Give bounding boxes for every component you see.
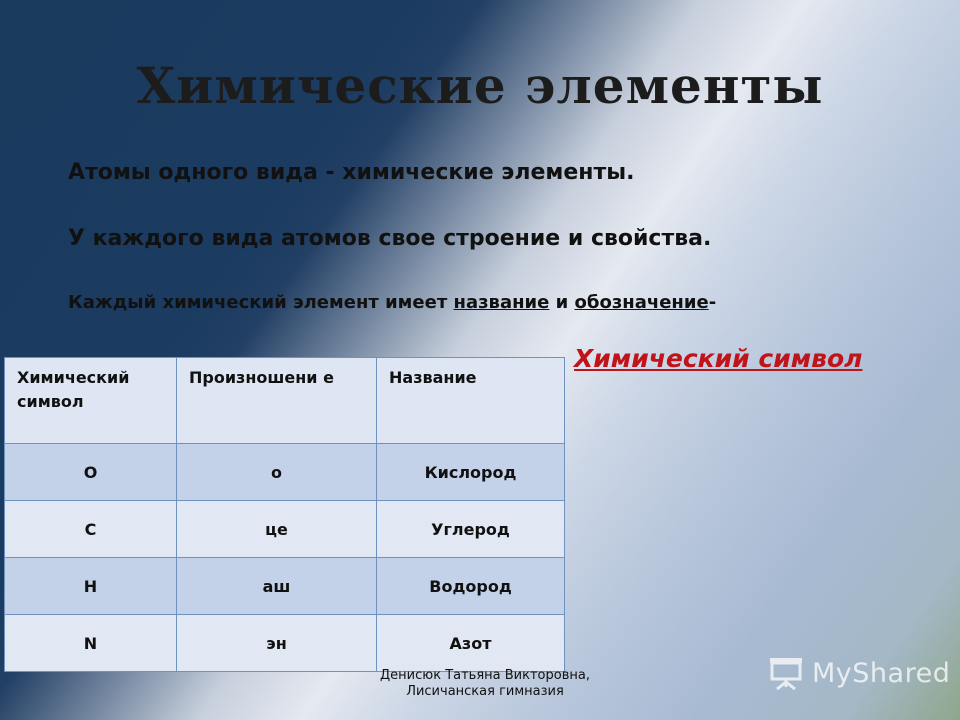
author-school: Лисичанская гимназия	[406, 684, 564, 699]
statement-prefix: Каждый химический элемент имеет	[68, 292, 454, 313]
table-row	[5, 444, 565, 501]
cell-name: Кислород	[377, 444, 565, 501]
term-name: название	[453, 292, 550, 313]
cell-pronunciation: це	[177, 501, 377, 558]
myshared-watermark	[768, 656, 950, 690]
presentation-board-icon	[768, 656, 804, 690]
watermark-text: MyShared	[812, 657, 951, 689]
cell-symbol: Н	[5, 558, 177, 615]
cell-pronunciation: эн	[177, 615, 377, 672]
cell-pronunciation: аш	[177, 558, 377, 615]
table-row	[5, 615, 565, 672]
table-row	[5, 501, 565, 558]
cell-name: Азот	[377, 615, 565, 672]
statement-naming	[68, 292, 716, 313]
cell-symbol: N	[5, 615, 177, 672]
statement-conjunction: и	[549, 292, 575, 313]
chemical-symbol-label: Химический символ	[574, 344, 863, 373]
author-name: Денисюк Татьяна Викторовна,	[380, 668, 590, 683]
cell-symbol: О	[5, 444, 177, 501]
statement-structure: У каждого вида атомов свое строение и свойства.	[68, 226, 712, 251]
term-designation: обозначение	[574, 292, 709, 313]
table-header-row	[5, 358, 565, 444]
author-credit	[340, 668, 630, 700]
header-pronunciation: Произношени е	[177, 358, 377, 444]
cell-symbol: С	[5, 501, 177, 558]
statement-atoms: Атомы одного вида - химические элементы.	[68, 160, 635, 185]
table-row	[5, 558, 565, 615]
header-symbol: Химический символ	[5, 358, 177, 444]
cell-pronunciation: о	[177, 444, 377, 501]
slide-title: Химические элементы	[136, 56, 824, 115]
cell-name: Водород	[377, 558, 565, 615]
header-name: Название	[377, 358, 565, 444]
cell-name: Углерод	[377, 501, 565, 558]
elements-table	[4, 357, 565, 672]
statement-suffix: -	[708, 292, 717, 313]
